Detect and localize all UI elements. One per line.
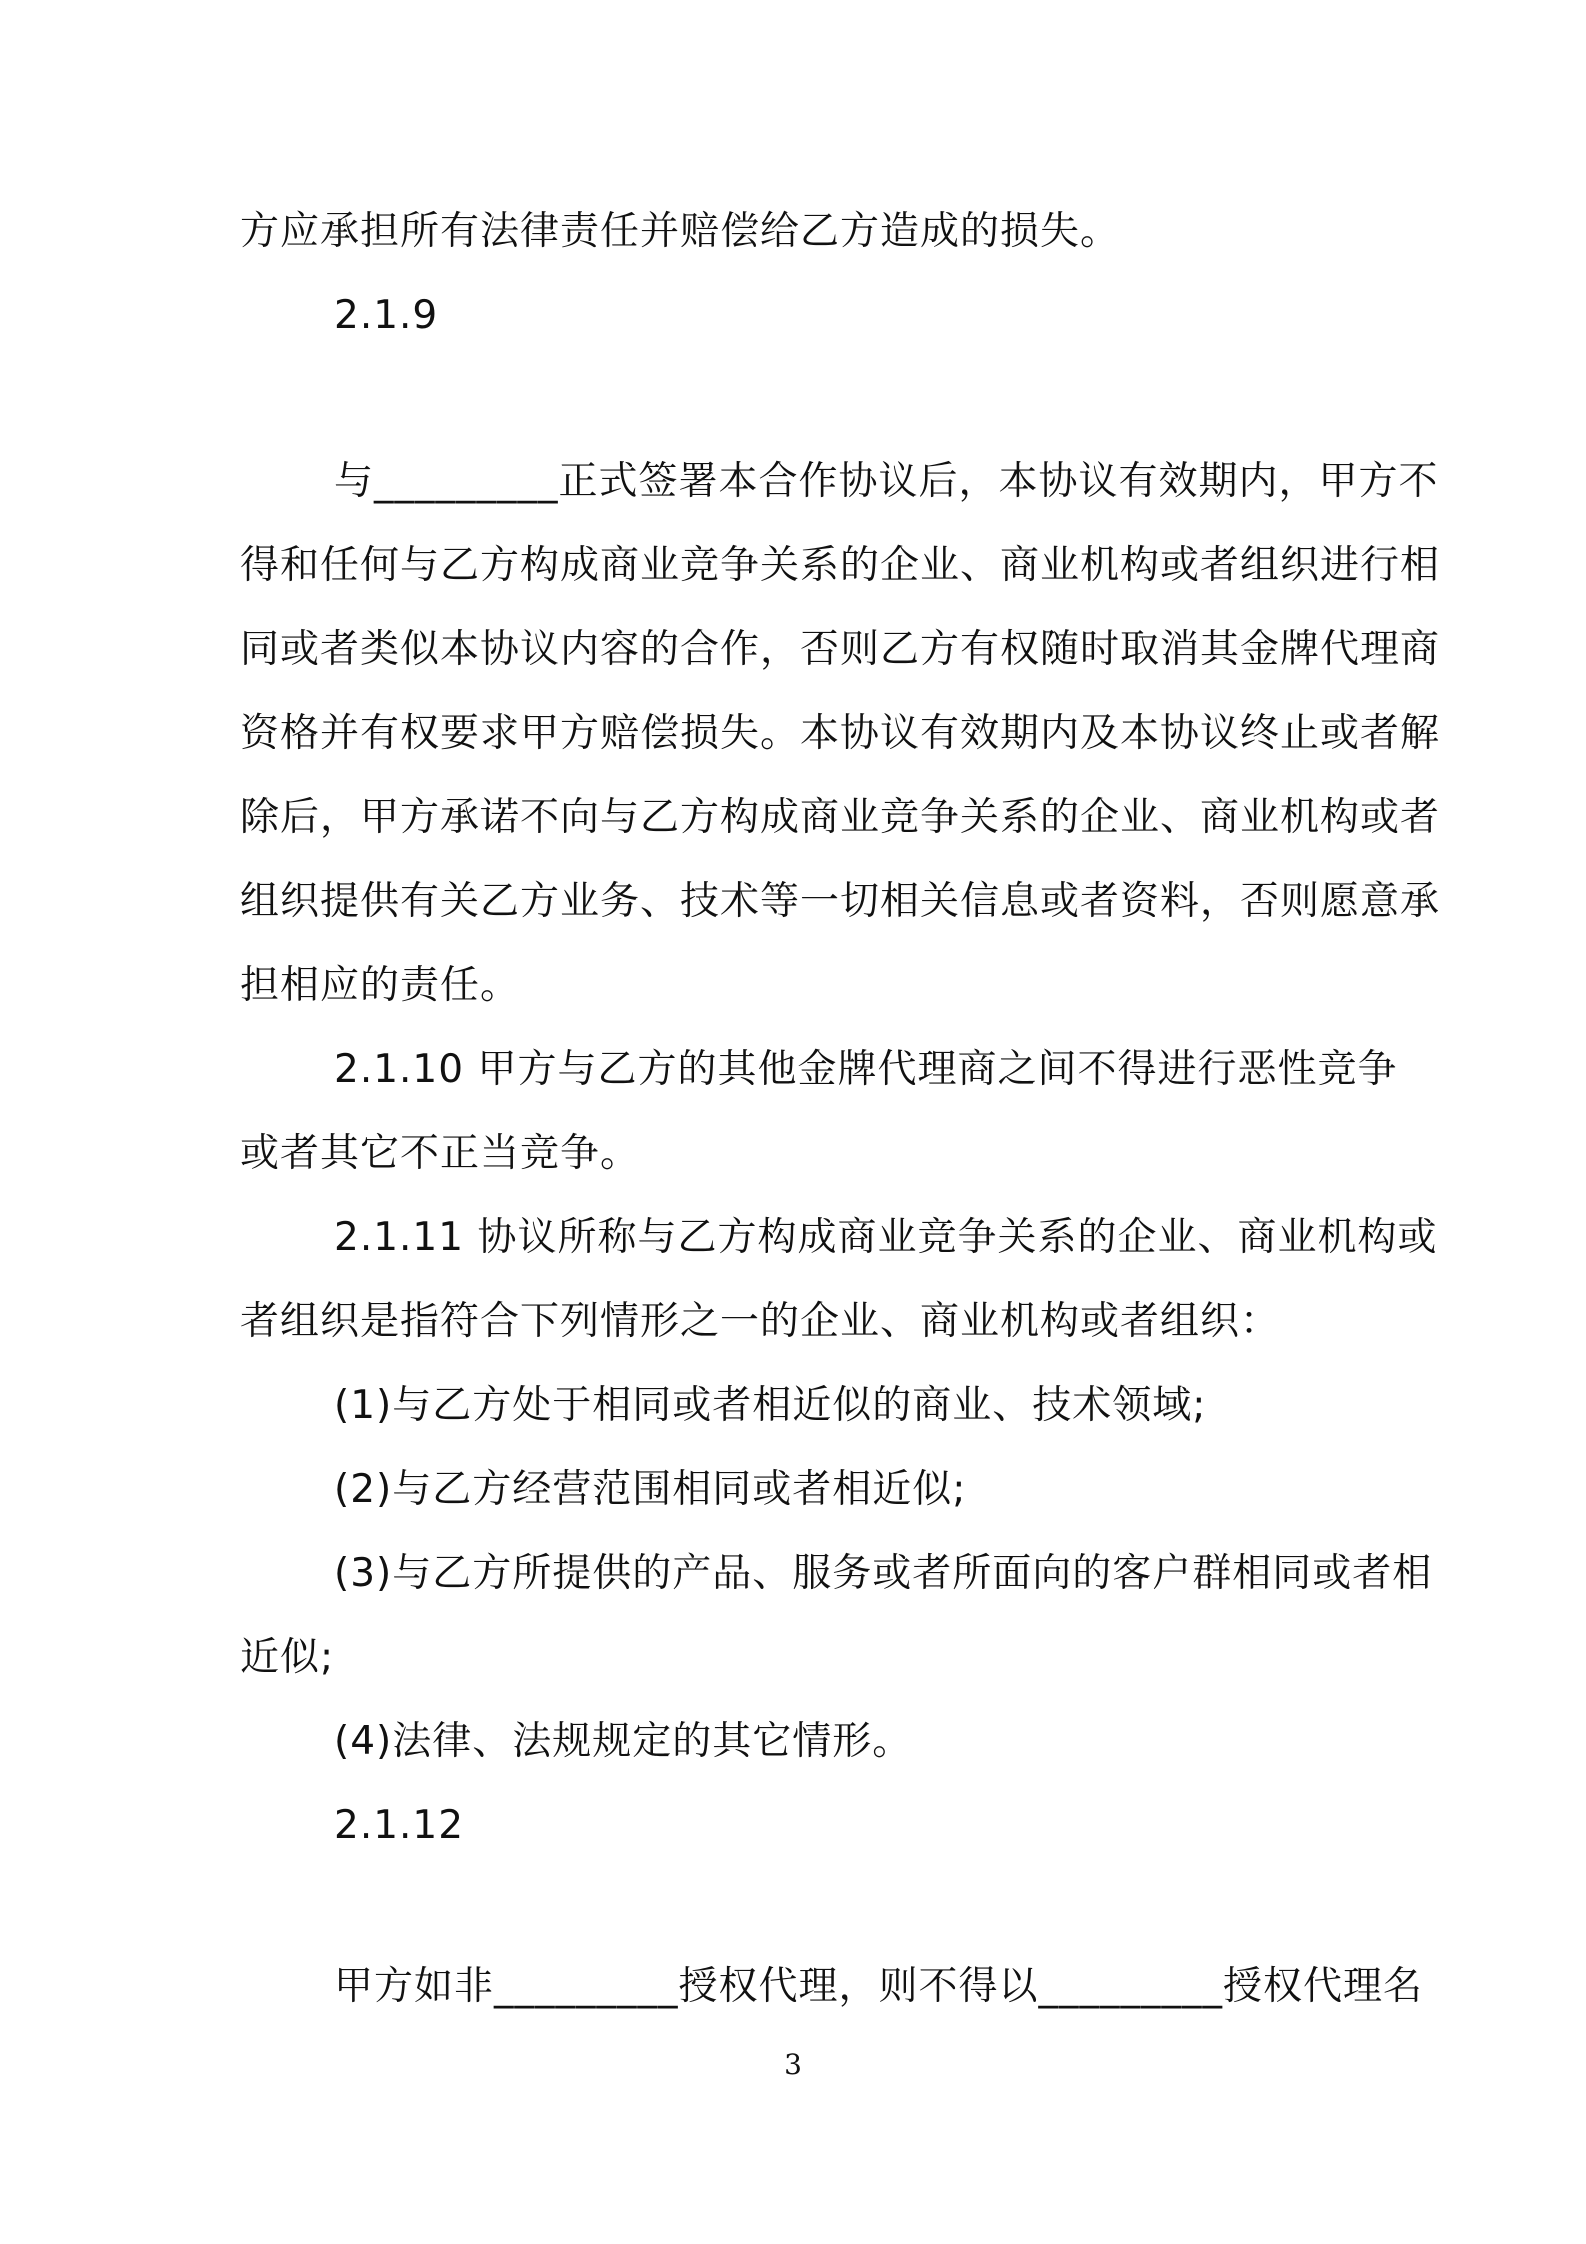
paragraph-block-3: [240, 1945, 1424, 2029]
text-line: 资格并有权要求甲方赔偿损失。本协议有效期内及本协议终止或者解: [240, 711, 1441, 756]
text-line: 方应承担所有法律责任并赔偿给乙方造成的损失。: [240, 209, 1121, 254]
clause-number: 2.1.9: [334, 293, 439, 338]
text-line: 或者其它不正当竞争。: [240, 1131, 641, 1176]
text-line: 者组织是指符合下列情形之一的企业、商业机构或者组织：: [240, 1299, 1281, 1344]
text-line: 甲方如非_________授权代理，则不得以_________授权代理名: [334, 1964, 1424, 2009]
text-line: 近似;: [240, 1635, 335, 1680]
list-item: (2)与乙方经营范围相同或者相近似;: [334, 1467, 967, 1512]
text-line: 与_________正式签署本合作协议后，本协议有效期内，甲方不: [334, 459, 1439, 504]
text-line: 同或者类似本协议内容的合作，否则乙方有权随时取消其金牌代理商: [240, 627, 1441, 672]
list-item: (3)与乙方所提供的产品、服务或者所面向的客户群相同或者相: [334, 1551, 1433, 1596]
clause-2-1-11: 2.1.11 协议所称与乙方构成商业竞争关系的企业、商业机构或: [334, 1215, 1438, 1260]
text-line: 组织提供有关乙方业务、技术等一切相关信息或者资料，否则愿意承: [240, 879, 1441, 924]
text-line: 除后，甲方承诺不向与乙方构成商业竞争关系的企业、商业机构或者: [240, 795, 1441, 840]
clause-2-1-10: 2.1.10 甲方与乙方的其他金牌代理商之间不得进行恶性竞争: [334, 1047, 1398, 1092]
list-item: (1)与乙方处于相同或者相近似的商业、技术领域;: [334, 1383, 1207, 1428]
list-item: (4)法律、法规规定的其它情形。: [334, 1719, 913, 1764]
text-line: 得和任何与乙方构成商业竞争关系的企业、商业机构或者组织进行相: [240, 543, 1441, 588]
clause-number: 2.1.12: [334, 1803, 465, 1848]
text-line: 担相应的责任。: [240, 963, 521, 1008]
paragraph-block-1: [240, 190, 1346, 358]
page-number: 3: [784, 2048, 802, 2081]
paragraph-block-2: [240, 440, 1441, 1868]
